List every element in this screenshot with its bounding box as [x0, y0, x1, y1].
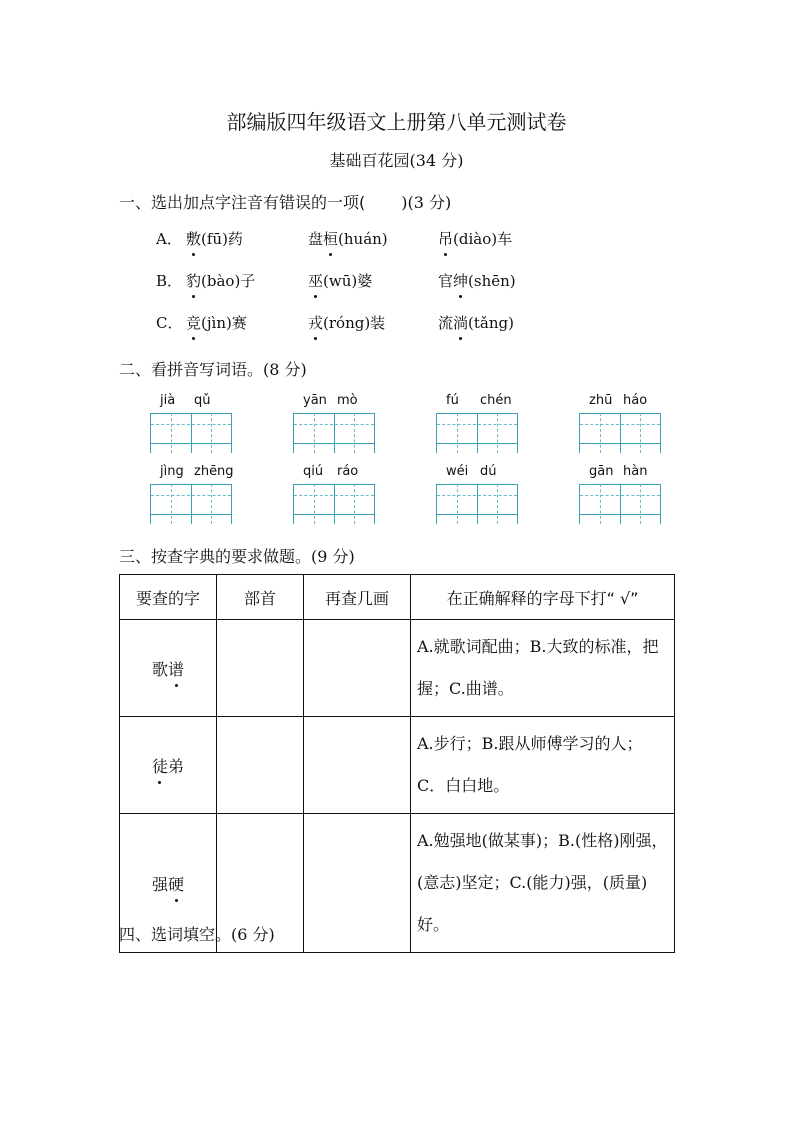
pinyin-syllable: zhū [589, 393, 613, 408]
pinyin-syllable: qiú [303, 464, 324, 479]
option-item [438, 312, 514, 333]
character-grid[interactable] [579, 484, 661, 524]
option-text: 官 [438, 272, 454, 290]
word-character: 歌 [151, 659, 168, 679]
character-grid[interactable] [436, 413, 518, 453]
pinyin-syllable: chén [480, 393, 512, 408]
dictionary-table [119, 574, 675, 953]
pinyin-writing-box[interactable] [436, 393, 518, 455]
pinyin-syllable: jìng [160, 464, 184, 479]
question-2-points: (8 分) [263, 360, 307, 379]
character-grid[interactable] [293, 413, 375, 453]
character-grid[interactable] [436, 484, 518, 524]
pinyin-writing-box[interactable] [293, 393, 375, 455]
pinyin-syllable: zhēng [194, 464, 234, 479]
pinyin-syllable: fú [446, 393, 459, 408]
pinyin-writing-box[interactable] [579, 464, 661, 526]
pinyin-writing-box[interactable] [150, 464, 232, 526]
pinyin-writing-box[interactable] [579, 393, 661, 455]
pinyin-syllable: jià [160, 393, 176, 408]
question-1-points: )(3 分) [401, 193, 452, 212]
table-row [120, 717, 675, 814]
header-radical: 部首 [217, 575, 304, 620]
dotted-character: 淌 [453, 314, 469, 332]
table-row [120, 620, 675, 717]
dotted-character: 敷 [186, 230, 202, 248]
dotted-character: 桓 [323, 230, 339, 248]
option-pinyin: (bào)子 [201, 272, 256, 290]
character-grid[interactable] [150, 484, 232, 524]
question-1-text: 一、选出加点字注音有错误的一项( [119, 193, 366, 212]
option-pinyin: (róng)装 [323, 314, 386, 332]
dotted-character: 谱 [168, 657, 184, 680]
dotted-character: 戎 [308, 314, 324, 332]
option-item [186, 270, 255, 291]
option-text: 盘 [308, 230, 324, 248]
option-pinyin: (jìn)赛 [201, 314, 247, 332]
strokes-answer-cell[interactable] [304, 814, 411, 953]
pinyin-syllable: gān [589, 464, 614, 479]
option-pinyin: (tǎng) [468, 314, 514, 332]
pinyin-syllable: ráo [337, 464, 359, 479]
question-4-text: 四、选词填空。 [119, 925, 232, 944]
header-word: 要查的字 [120, 575, 217, 620]
header-meaning: 在正确解释的字母下打“ √” [411, 575, 675, 620]
pinyin-writing-box[interactable] [150, 393, 232, 455]
word-character: 强 [151, 874, 168, 894]
pinyin-writing-box[interactable] [293, 464, 375, 526]
question-2-text: 二、看拼音写词语。 [119, 360, 264, 379]
option-pinyin: (diào)车 [453, 230, 513, 248]
option-item [186, 228, 243, 249]
radical-answer-cell[interactable] [217, 717, 304, 814]
character-grid[interactable] [579, 413, 661, 453]
option-label[interactable]: B． [156, 272, 183, 290]
option-label[interactable]: C． [156, 314, 183, 332]
word-character: 弟 [168, 756, 185, 776]
table-header-row [120, 575, 675, 620]
dotted-character: 吊 [438, 230, 454, 248]
question-3-heading [119, 544, 355, 567]
question-2-heading [119, 357, 307, 380]
question-3-text: 三、按查字典的要求做题。 [119, 547, 312, 566]
dotted-character: 巫 [308, 272, 324, 290]
dotted-character: 硬 [168, 872, 184, 895]
character-grid[interactable] [150, 413, 232, 453]
radical-answer-cell[interactable] [217, 620, 304, 717]
question-1-heading [119, 190, 451, 213]
lookup-word [120, 620, 217, 717]
question-4-heading [119, 922, 275, 945]
strokes-answer-cell[interactable] [304, 620, 411, 717]
option-label[interactable]: A． [156, 230, 182, 248]
option-pinyin: (shēn) [468, 272, 516, 290]
meaning-options[interactable]: A.就歌词配曲；B.大致的标准，把握；C.曲谱。 [411, 620, 675, 717]
strokes-answer-cell[interactable] [304, 717, 411, 814]
option-item [308, 270, 372, 291]
character-grid[interactable] [293, 484, 375, 524]
option-item [438, 270, 516, 291]
pinyin-syllable: wéi [446, 464, 469, 479]
option-pinyin: (wū)婆 [323, 272, 373, 290]
pinyin-syllable: dú [480, 464, 497, 479]
pinyin-syllable: qǔ [194, 393, 211, 408]
dotted-character: 徒 [152, 754, 168, 777]
option-item [438, 228, 512, 249]
dotted-character: 豹 [186, 272, 202, 290]
question-3-points: (9 分) [311, 547, 355, 566]
lookup-word [120, 717, 217, 814]
header-strokes: 再查几画 [304, 575, 411, 620]
dotted-character: 绅 [453, 272, 469, 290]
option-item [186, 312, 247, 333]
page-title: 部编版四年级语文上册第八单元测试卷 [226, 110, 567, 134]
pinyin-syllable: hàn [623, 464, 648, 479]
option-pinyin: (huán) [338, 230, 388, 248]
section-subtitle: 基础百花园(34 分) [329, 151, 464, 170]
meaning-options[interactable]: A.勉强地(做某事)；B.(性格)刚强，(意志)坚定；C.(能力)强，(质量)好。 [411, 814, 675, 953]
pinyin-syllable: yān [303, 393, 327, 408]
question-4-points: (6 分) [231, 925, 275, 944]
dotted-character: 竞 [186, 314, 202, 332]
option-pinyin: (fū)药 [201, 230, 243, 248]
pinyin-writing-box[interactable] [436, 464, 518, 526]
pinyin-syllable: mò [337, 393, 358, 408]
pinyin-syllable: háo [623, 393, 648, 408]
option-text: 流 [438, 314, 454, 332]
option-item [308, 228, 388, 249]
meaning-options[interactable]: A.步行；B.跟从师傅学习的人；C．白白地。 [411, 717, 675, 814]
option-item [308, 312, 385, 333]
